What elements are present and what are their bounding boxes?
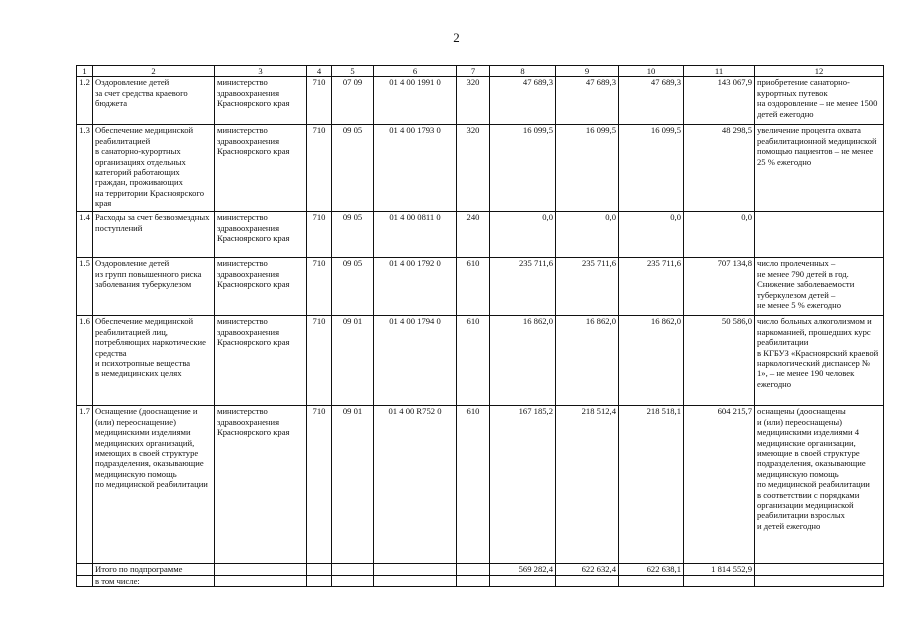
measure-name: Обеспечение медицинской реабилитацией лиц, потребляющих наркотические средства и психотропные вещества в немедицинских целях	[93, 316, 215, 406]
incl-empty-cell	[332, 575, 374, 586]
amount-year1: 16 862,0	[490, 316, 556, 406]
measure-name: Расходы за счет безвозмездных поступлений	[93, 212, 215, 258]
amount-year3: 218 518,1	[619, 406, 684, 564]
incl-empty-cell	[556, 575, 619, 586]
ministry: министерство здравоохранения Красноярского края	[215, 316, 307, 406]
col-8-header: 8	[490, 66, 556, 77]
amount-year3: 47 689,3	[619, 77, 684, 125]
total-empty-cell	[307, 564, 332, 575]
section-code: 09 05	[332, 258, 374, 316]
grbs-code: 710	[307, 316, 332, 406]
ministry: министерство здравоохранения Красноярского края	[215, 212, 307, 258]
amount-year3: 235 711,6	[619, 258, 684, 316]
section-code: 09 05	[332, 212, 374, 258]
column-numbers-row	[77, 66, 884, 77]
col-4-header: 4	[307, 66, 332, 77]
amount-total: 707 134,8	[684, 258, 755, 316]
amount-total: 143 067,9	[684, 77, 755, 125]
row-number: 1.4	[77, 212, 93, 258]
expected-result: увеличение процента охвата реабилитационной медицинской помощью пациентов – не менее 25 % ежегодно	[755, 125, 884, 212]
col-10-header: 10	[619, 66, 684, 77]
including-row	[77, 575, 884, 586]
expense-type: 610	[457, 258, 490, 316]
total-row	[77, 564, 884, 575]
incl-empty-cell	[490, 575, 556, 586]
page-number: 2	[453, 30, 460, 45]
target-code: 01 4 00 1794 0	[374, 316, 457, 406]
incl-empty-cell	[215, 575, 307, 586]
total-label: Итого по подпрограмме	[93, 564, 215, 575]
target-code: 01 4 00 R752 0	[374, 406, 457, 564]
amount-year2: 0,0	[556, 212, 619, 258]
total-sum: 1 814 552,9	[684, 564, 755, 575]
expense-type: 610	[457, 406, 490, 564]
measure-name: Оздоровление детей за счет средства краевого бюджета	[93, 77, 215, 125]
incl-empty-cell	[684, 575, 755, 586]
row-number: 1.5	[77, 258, 93, 316]
expected-result	[755, 212, 884, 258]
amount-year2: 235 711,6	[556, 258, 619, 316]
amount-year2: 16 099,5	[556, 125, 619, 212]
grbs-code: 710	[307, 258, 332, 316]
grbs-code: 710	[307, 77, 332, 125]
section-code: 07 09	[332, 77, 374, 125]
amount-year1: 235 711,6	[490, 258, 556, 316]
amount-year1: 0,0	[490, 212, 556, 258]
expected-result: число больных алкоголизмом и наркоманией, прошедших курс реабилитации в КГБУЗ «Красноярский краевой наркологический диспансер № 1», – не менее 190 человек ежегодно	[755, 316, 884, 406]
amount-year3: 0,0	[619, 212, 684, 258]
measure-name: Обеспечение медицинской реабилитацией в санаторно-курортных организациях отдельных категорий работающих граждан, проживающих на территории Красноярского края	[93, 125, 215, 212]
total-empty-cell	[215, 564, 307, 575]
target-code: 01 4 00 1991 0	[374, 77, 457, 125]
col-1-header: 1	[77, 66, 93, 77]
amount-total: 0,0	[684, 212, 755, 258]
incl-empty-cell	[374, 575, 457, 586]
ministry: министерство здравоохранения Красноярского края	[215, 406, 307, 564]
amount-year3: 16 862,0	[619, 316, 684, 406]
col-7-header: 7	[457, 66, 490, 77]
amount-year1: 47 689,3	[490, 77, 556, 125]
incl-empty-cell	[619, 575, 684, 586]
total-empty-cell	[755, 564, 884, 575]
amount-year1: 167 185,2	[490, 406, 556, 564]
grbs-code: 710	[307, 406, 332, 564]
measure-name: Оснащение (дооснащение и (или) переоснащение) медицинскими изделиями медицинских организаций, имеющих в своей структуре подразделения, оказывающие медицинскую помощь по медицинской реабилитации	[93, 406, 215, 564]
ministry: министерство здравоохранения Красноярского края	[215, 258, 307, 316]
section-code: 09 01	[332, 406, 374, 564]
amount-year2: 47 689,3	[556, 77, 619, 125]
col-12-header: 12	[755, 66, 884, 77]
amount-total: 48 298,5	[684, 125, 755, 212]
amount-year1: 16 099,5	[490, 125, 556, 212]
total-empty-cell	[457, 564, 490, 575]
expected-result: число пролеченных – не менее 790 детей в год. Снижение заболеваемости туберкулезом детей – не менее 5 % ежегодно	[755, 258, 884, 316]
expected-result: приобретение санаторно-курортных путевок на оздоровление – не менее 1500 детей ежегодно	[755, 77, 884, 125]
total-year2: 622 632,4	[556, 564, 619, 575]
total-empty-cell	[77, 564, 93, 575]
including-label: в том числе:	[93, 575, 215, 586]
col-9-header: 9	[556, 66, 619, 77]
ministry: министерство здравоохранения Красноярского края	[215, 77, 307, 125]
col-6-header: 6	[374, 66, 457, 77]
expected-result: оснащены (дооснащены и (или) переоснащены) медицинскими изделиями 4 медицинские организации, имеющие в своей структуре подразделения, оказывающие медицинскую помощь по медицинской реабилитации в соответствии с порядками организации медицинской реабилитации взрослых и детей ежегодно	[755, 406, 884, 564]
table-row	[77, 258, 884, 316]
incl-empty-cell	[77, 575, 93, 586]
table-row	[77, 316, 884, 406]
measure-name: Оздоровление детей из групп повышенного риска заболевания туберкулезом	[93, 258, 215, 316]
table-row	[77, 212, 884, 258]
row-number: 1.2	[77, 77, 93, 125]
expense-type: 610	[457, 316, 490, 406]
target-code: 01 4 00 1792 0	[374, 258, 457, 316]
table-row	[77, 77, 884, 125]
incl-empty-cell	[755, 575, 884, 586]
section-code: 09 01	[332, 316, 374, 406]
incl-empty-cell	[457, 575, 490, 586]
amount-year2: 16 862,0	[556, 316, 619, 406]
ministry: министерство здравоохранения Красноярского края	[215, 125, 307, 212]
amount-year2: 218 512,4	[556, 406, 619, 564]
program-table	[76, 65, 884, 587]
expense-type: 320	[457, 125, 490, 212]
total-year3: 622 638,1	[619, 564, 684, 575]
total-empty-cell	[332, 564, 374, 575]
col-5-header: 5	[332, 66, 374, 77]
incl-empty-cell	[307, 575, 332, 586]
grbs-code: 710	[307, 125, 332, 212]
expense-type: 320	[457, 77, 490, 125]
col-3-header: 3	[215, 66, 307, 77]
amount-total: 50 586,0	[684, 316, 755, 406]
grbs-code: 710	[307, 212, 332, 258]
expense-type: 240	[457, 212, 490, 258]
target-code: 01 4 00 1793 0	[374, 125, 457, 212]
table-row	[77, 125, 884, 212]
col-11-header: 11	[684, 66, 755, 77]
amount-total: 604 215,7	[684, 406, 755, 564]
total-year1: 569 282,4	[490, 564, 556, 575]
section-code: 09 05	[332, 125, 374, 212]
target-code: 01 4 00 0811 0	[374, 212, 457, 258]
total-empty-cell	[374, 564, 457, 575]
row-number: 1.6	[77, 316, 93, 406]
row-number: 1.3	[77, 125, 93, 212]
col-2-header: 2	[93, 66, 215, 77]
table-row	[77, 406, 884, 564]
row-number: 1.7	[77, 406, 93, 564]
amount-year3: 16 099,5	[619, 125, 684, 212]
